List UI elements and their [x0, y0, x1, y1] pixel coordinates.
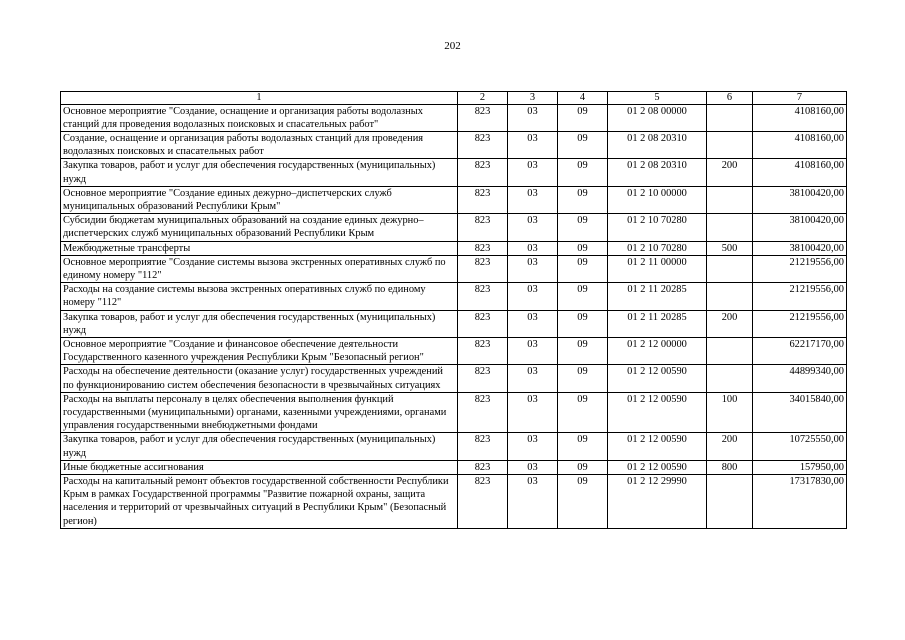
table-row: [61, 283, 847, 310]
table-row: [61, 186, 847, 213]
page-number: 202: [444, 40, 461, 52]
row-amount-cell: 34015840,00: [753, 392, 847, 433]
table-row: [61, 214, 847, 241]
row-section-cell: 03: [508, 433, 558, 460]
row-target-code-cell: 01 2 08 00000: [608, 104, 707, 131]
row-amount-cell: 38100420,00: [753, 241, 847, 255]
row-ministry-cell: 823: [458, 365, 508, 392]
row-target-code-cell: 01 2 12 00590: [608, 433, 707, 460]
row-subsection-cell: 09: [558, 159, 608, 186]
table-row: [61, 433, 847, 460]
row-ministry-cell: 823: [458, 433, 508, 460]
row-section-cell: 03: [508, 186, 558, 213]
row-expense-type-cell: 500: [707, 241, 753, 255]
row-expense-type-cell: [707, 283, 753, 310]
row-subsection-cell: 09: [558, 337, 608, 364]
row-amount-cell: 21219556,00: [753, 310, 847, 337]
row-amount-cell: 38100420,00: [753, 186, 847, 213]
row-amount-cell: 44899340,00: [753, 365, 847, 392]
row-subsection-cell: 09: [558, 186, 608, 213]
row-section-cell: 03: [508, 392, 558, 433]
row-expense-type-cell: 200: [707, 433, 753, 460]
row-expense-type-cell: [707, 255, 753, 282]
row-ministry-cell: 823: [458, 392, 508, 433]
row-target-code-cell: 01 2 11 20285: [608, 283, 707, 310]
row-name-cell: Расходы на выплаты персоналу в целях обеспечения выполнения функций государственными (муниципальными) органами, казенными учреждениями, органами управления государственными внебюджетными фондами: [61, 392, 458, 433]
row-expense-type-cell: [707, 365, 753, 392]
row-target-code-cell: 01 2 10 00000: [608, 186, 707, 213]
row-name-cell: Закупка товаров, работ и услуг для обеспечения государственных (муниципальных) нужд: [61, 159, 458, 186]
column-header: 2: [458, 92, 508, 105]
row-expense-type-cell: 200: [707, 310, 753, 337]
row-target-code-cell: 01 2 11 20285: [608, 310, 707, 337]
budget-table: [60, 91, 847, 529]
row-ministry-cell: 823: [458, 131, 508, 158]
row-target-code-cell: 01 2 10 70280: [608, 214, 707, 241]
row-ministry-cell: 823: [458, 283, 508, 310]
row-amount-cell: 10725550,00: [753, 433, 847, 460]
row-expense-type-cell: 100: [707, 392, 753, 433]
column-header: 5: [608, 92, 707, 105]
row-ministry-cell: 823: [458, 460, 508, 474]
column-header: 6: [707, 92, 753, 105]
table-row: [61, 255, 847, 282]
row-name-cell: Иные бюджетные ассигнования: [61, 460, 458, 474]
row-subsection-cell: 09: [558, 214, 608, 241]
row-target-code-cell: 01 2 08 20310: [608, 131, 707, 158]
row-ministry-cell: 823: [458, 255, 508, 282]
table-row: [61, 337, 847, 364]
row-section-cell: 03: [508, 255, 558, 282]
row-ministry-cell: 823: [458, 474, 508, 528]
row-section-cell: 03: [508, 241, 558, 255]
row-expense-type-cell: [707, 104, 753, 131]
row-section-cell: 03: [508, 283, 558, 310]
column-header: 3: [508, 92, 558, 105]
column-header: 4: [558, 92, 608, 105]
row-name-cell: Межбюджетные трансферты: [61, 241, 458, 255]
table-row: [61, 241, 847, 255]
row-ministry-cell: 823: [458, 310, 508, 337]
row-subsection-cell: 09: [558, 310, 608, 337]
row-name-cell: Закупка товаров, работ и услуг для обеспечения государственных (муниципальных) нужд: [61, 433, 458, 460]
row-expense-type-cell: [707, 214, 753, 241]
row-name-cell: Основное мероприятие "Создание системы вызова экстренных оперативных служб по единому номеру "112": [61, 255, 458, 282]
row-amount-cell: 21219556,00: [753, 283, 847, 310]
row-subsection-cell: 09: [558, 241, 608, 255]
row-section-cell: 03: [508, 310, 558, 337]
row-target-code-cell: 01 2 12 00000: [608, 337, 707, 364]
table-body: [61, 104, 847, 528]
row-expense-type-cell: [707, 131, 753, 158]
row-amount-cell: 157950,00: [753, 460, 847, 474]
row-target-code-cell: 01 2 12 29990: [608, 474, 707, 528]
row-subsection-cell: 09: [558, 255, 608, 282]
row-subsection-cell: 09: [558, 104, 608, 131]
row-name-cell: Субсидии бюджетам муниципальных образований на создание единых дежурно–диспетчерских служб муниципальных образований Республики Крым: [61, 214, 458, 241]
row-subsection-cell: 09: [558, 474, 608, 528]
row-ministry-cell: 823: [458, 186, 508, 213]
row-target-code-cell: 01 2 12 00590: [608, 460, 707, 474]
row-subsection-cell: 09: [558, 433, 608, 460]
row-amount-cell: 38100420,00: [753, 214, 847, 241]
row-ministry-cell: 823: [458, 214, 508, 241]
row-subsection-cell: 09: [558, 283, 608, 310]
column-header: 1: [61, 92, 458, 105]
row-amount-cell: 4108160,00: [753, 104, 847, 131]
row-expense-type-cell: [707, 474, 753, 528]
row-section-cell: 03: [508, 104, 558, 131]
row-expense-type-cell: 200: [707, 159, 753, 186]
row-expense-type-cell: [707, 337, 753, 364]
row-amount-cell: 21219556,00: [753, 255, 847, 282]
row-expense-type-cell: [707, 186, 753, 213]
row-subsection-cell: 09: [558, 365, 608, 392]
row-name-cell: Создание, оснащение и организация работы водолазных станций для проведения водолазных поисковых и спасательных работ: [61, 131, 458, 158]
row-target-code-cell: 01 2 12 00590: [608, 392, 707, 433]
row-section-cell: 03: [508, 474, 558, 528]
row-amount-cell: 4108160,00: [753, 131, 847, 158]
row-name-cell: Расходы на обеспечение деятельности (оказание услуг) государственных учреждений по функционированию систем обеспечения безопасности в чрезвычайных ситуациях: [61, 365, 458, 392]
row-amount-cell: 4108160,00: [753, 159, 847, 186]
row-ministry-cell: 823: [458, 159, 508, 186]
row-name-cell: Закупка товаров, работ и услуг для обеспечения государственных (муниципальных) нужд: [61, 310, 458, 337]
row-subsection-cell: 09: [558, 460, 608, 474]
row-expense-type-cell: 800: [707, 460, 753, 474]
table-row: [61, 460, 847, 474]
row-ministry-cell: 823: [458, 241, 508, 255]
row-section-cell: 03: [508, 460, 558, 474]
row-amount-cell: 17317830,00: [753, 474, 847, 528]
row-section-cell: 03: [508, 131, 558, 158]
row-section-cell: 03: [508, 159, 558, 186]
row-amount-cell: 62217170,00: [753, 337, 847, 364]
row-ministry-cell: 823: [458, 104, 508, 131]
table-row: [61, 392, 847, 433]
row-subsection-cell: 09: [558, 392, 608, 433]
row-name-cell: Расходы на капитальный ремонт объектов государственной собственности Республики Крым в рамках Государственной программы "Развитие пожарной охраны, защита населения и территорий от чрезвычайных ситуаций в Республики Крым" (Безопасный регион): [61, 474, 458, 528]
row-name-cell: Основное мероприятие "Создание и финансовое обеспечение деятельности Государственного казенного учреждения Республики Крым "Безопасный регион": [61, 337, 458, 364]
row-name-cell: Расходы на создание системы вызова экстренных оперативных служб по единому номеру "112": [61, 283, 458, 310]
row-name-cell: Основное мероприятие "Создание, оснащение и организация работы водолазных станций для проведения водолазных поисковых и спасательных работ": [61, 104, 458, 131]
row-section-cell: 03: [508, 365, 558, 392]
column-header: 7: [753, 92, 847, 105]
header-row: [61, 92, 847, 105]
row-target-code-cell: 01 2 10 70280: [608, 241, 707, 255]
table-row: [61, 159, 847, 186]
row-section-cell: 03: [508, 337, 558, 364]
row-target-code-cell: 01 2 12 00590: [608, 365, 707, 392]
row-section-cell: 03: [508, 214, 558, 241]
row-target-code-cell: 01 2 11 00000: [608, 255, 707, 282]
row-ministry-cell: 823: [458, 337, 508, 364]
row-subsection-cell: 09: [558, 131, 608, 158]
table-row: [61, 474, 847, 528]
row-name-cell: Основное мероприятие "Создание единых дежурно–диспетчерских служб муниципальных образований Республики Крым": [61, 186, 458, 213]
table-row: [61, 131, 847, 158]
row-target-code-cell: 01 2 08 20310: [608, 159, 707, 186]
table-row: [61, 365, 847, 392]
table-row: [61, 310, 847, 337]
table-row: [61, 104, 847, 131]
